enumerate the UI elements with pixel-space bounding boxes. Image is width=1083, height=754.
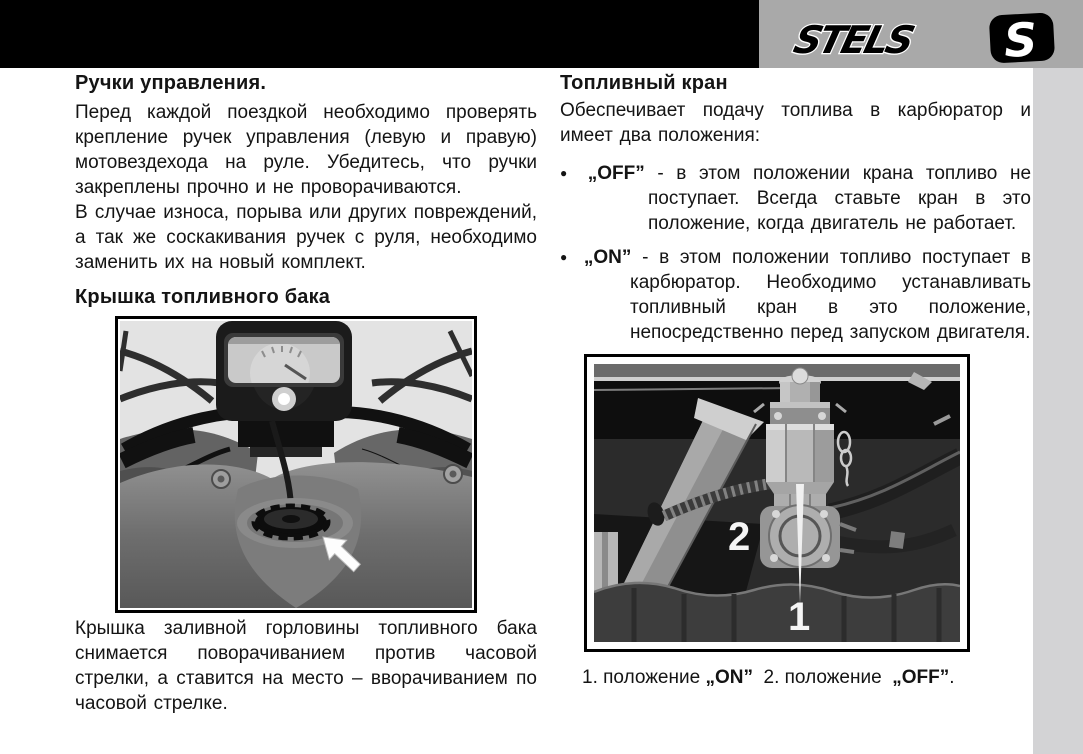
list-item-on bbox=[560, 245, 1031, 345]
fuel-tank-cap-photo bbox=[115, 316, 477, 613]
on-text: - в этом положении топливо поступает в карбюратор. Необходимо устанавливать топливный кран в это положение, непосредственно перед запуском двигателя. bbox=[630, 247, 1032, 343]
caption-text: 1. положение bbox=[582, 667, 706, 688]
on-term: „ON” bbox=[583, 247, 632, 268]
bullet-icon: ● bbox=[560, 166, 574, 180]
heading-fuel-cap: Крышка топливного бака bbox=[75, 286, 331, 308]
frame-rail bbox=[594, 364, 960, 377]
off-term: „OFF” bbox=[587, 163, 645, 184]
caption-text: . bbox=[949, 667, 955, 688]
bullet-icon: ● bbox=[560, 250, 572, 264]
ribbed-cover bbox=[594, 583, 960, 642]
paragraph-fuel-cap: Крышка заливной горловины топливного бака снимается поворачиванием против часовой стрелки, а ставится на место – вворачиванием по часовой стрелке. bbox=[75, 618, 537, 714]
label-position-on: 1 bbox=[788, 595, 811, 639]
fuel-tank-cap-illustration bbox=[120, 321, 472, 608]
caption-off: „OFF” bbox=[892, 667, 950, 688]
list-item-off bbox=[560, 161, 1031, 236]
paragraph-handles-1: Перед каждой поездкой необходимо проверять крепление ручек управления (левую и правую) мотовездехода на руле. Убедитесь, что ручки закреплены прочно и не проворачиваются. bbox=[75, 102, 537, 198]
speedometer-console bbox=[216, 321, 352, 421]
right-column bbox=[560, 70, 1031, 690]
caption-on: „ON” bbox=[705, 667, 753, 688]
label-position-off: 2 bbox=[728, 515, 751, 559]
caption-text: 2. положение bbox=[752, 667, 893, 688]
stels-logo-area bbox=[759, 0, 1083, 68]
off-text: - в этом положении крана топливо не поступает. Всегда ставьте кран в это положение, когда двигатель не работает. bbox=[648, 163, 1032, 234]
valve-positions-list bbox=[560, 161, 1031, 345]
paragraph-valve-intro: Обеспечивает подачу топлива в карбюратор и имеет два положения: bbox=[560, 100, 1031, 146]
stels-badge-letter: S bbox=[1002, 12, 1039, 68]
stels-wordmark: STELS bbox=[789, 18, 917, 63]
left-column bbox=[75, 70, 537, 716]
fuel-cap bbox=[255, 507, 327, 537]
photo-caption bbox=[560, 665, 1031, 690]
console-mount bbox=[238, 421, 334, 447]
heading-handles: Ручки управления. bbox=[75, 72, 267, 94]
page-edge-strip bbox=[1033, 68, 1083, 754]
stels-badge-icon bbox=[989, 11, 1056, 68]
stels-logo bbox=[759, 0, 1083, 68]
paragraph-handles-2: В случае износа, порыва или других повреждений, а так же соскакивания ручек с руля, необходимо заменить их на новый комплект. bbox=[75, 202, 537, 273]
heading-fuel-valve: Топливный кран bbox=[560, 72, 728, 94]
fuel-valve-photo bbox=[584, 354, 970, 652]
fuel-valve-illustration bbox=[594, 364, 960, 642]
